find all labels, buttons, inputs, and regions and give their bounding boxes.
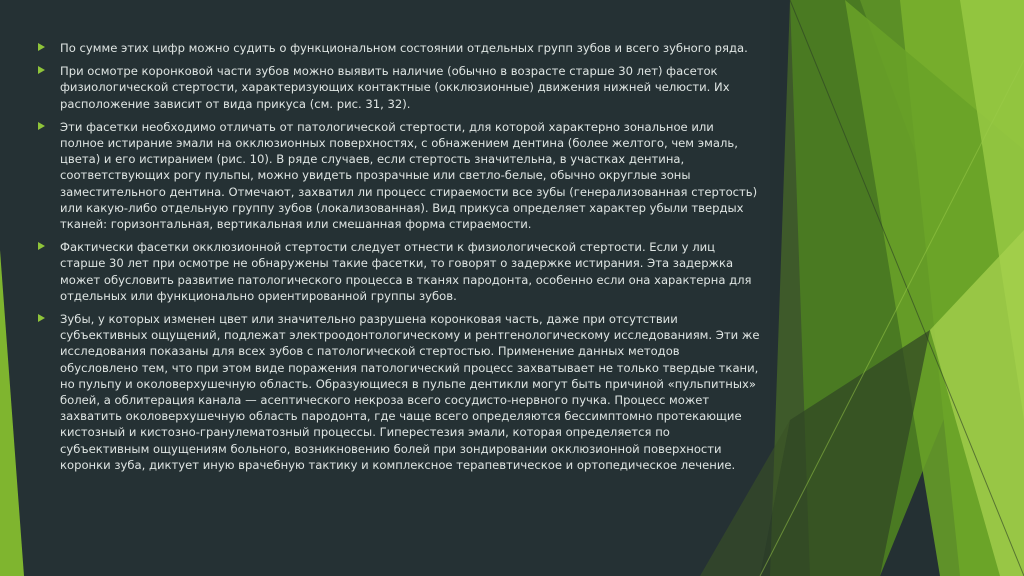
bullet-arrow-icon bbox=[38, 66, 45, 74]
bullet-item bbox=[38, 119, 760, 232]
left-accent-strip bbox=[0, 250, 24, 576]
bullet-item bbox=[38, 63, 760, 112]
bullet-text: По сумме этих цифр можно судить о функциональном состоянии отдельных групп зубов и всего зубного ряда. bbox=[60, 41, 748, 55]
bullet-text: При осмотре коронковой части зубов можно выявить наличие (обычно в возрасте старше 30 лет) фасеток физиологической стертости, характеризующих контактные (окклюзионные) движения нижней челюсти. Их расположение зависит от вида прикуса (см. рис. 31, 32). bbox=[60, 64, 730, 111]
bullet-item bbox=[38, 311, 760, 473]
bullet-arrow-icon bbox=[38, 242, 45, 250]
bullet-arrow-icon bbox=[38, 122, 45, 130]
bullet-item bbox=[38, 40, 760, 56]
bullet-text: Фактически фасетки окклюзионной стертости следует отнести к физиологической стертости. Если у лиц старше 30 лет при осмотре не обнаружены такие фасетки, то говорят о задержке истирания. Эта задержка может обусловить развитие патологического процесса в тканях пародонта, особенно если она характерна для отдельных или функционально ориентированной группы зубов. bbox=[60, 240, 752, 303]
bullet-arrow-icon bbox=[38, 314, 45, 322]
bullet-text: Зубы, у которых изменен цвет или значительно разрушена коронковая часть, даже при отсутствии субъективных ощущений, подлежат электроодонтологическому и рентгенологическому исследованиям. Эти же исследования показаны для всех зубов с патологической стертостью. Применение данных методов обусловлено тем, что при этом виде поражения патологический процесс захватывает не только твердые ткани, но пульпу и околоверхушечную область. Образующиеся в пульпе дентикли могут быть причиной «пульпитных» болей, а облитерация канала — асептического некроза всего сосудисто-нервного пучка. Процесс может захватить околоверхушечную область пародонта, где чаще всего определяются бессимптомно протекающие кистозный и кистозно-гранулематозный процессы. Гиперестезия эмали, которая определяется по субъективным ощущениям больного, возникновению болей при зондировании окклюзионной поверхности коронки зуба, диктует иную врачебную тактику и комплексное терапевтическое и ортопедическое лечение. bbox=[60, 312, 760, 472]
bullet-arrow-icon bbox=[38, 43, 45, 51]
bullet-item bbox=[38, 239, 760, 304]
bullet-text: Эти фасетки необходимо отличать от патологической стертости, для которой характерно зональное или полное истирание эмали на окклюзионных поверхностях, с обнажением дентина (более желтого, чем эмаль, цвета) и его истиранием (рис. 10). В ряде случаев, если стертость значительна, в участках дентина, соответствующих рогу пульпы, можно увидеть прозрачные или светло-белые, обычно округлые зоны заместительного дентина. Отмечают, захватил ли процесс стираемости все зубы (генерализованная стертость) или какую-либо отдельную группу зубов (локализованная). Вид прикуса определяет характер убыли твердых тканей: горизонтальная, вертикальная или смешанная форма стираемости. bbox=[60, 119, 758, 232]
slide-content bbox=[38, 40, 760, 480]
